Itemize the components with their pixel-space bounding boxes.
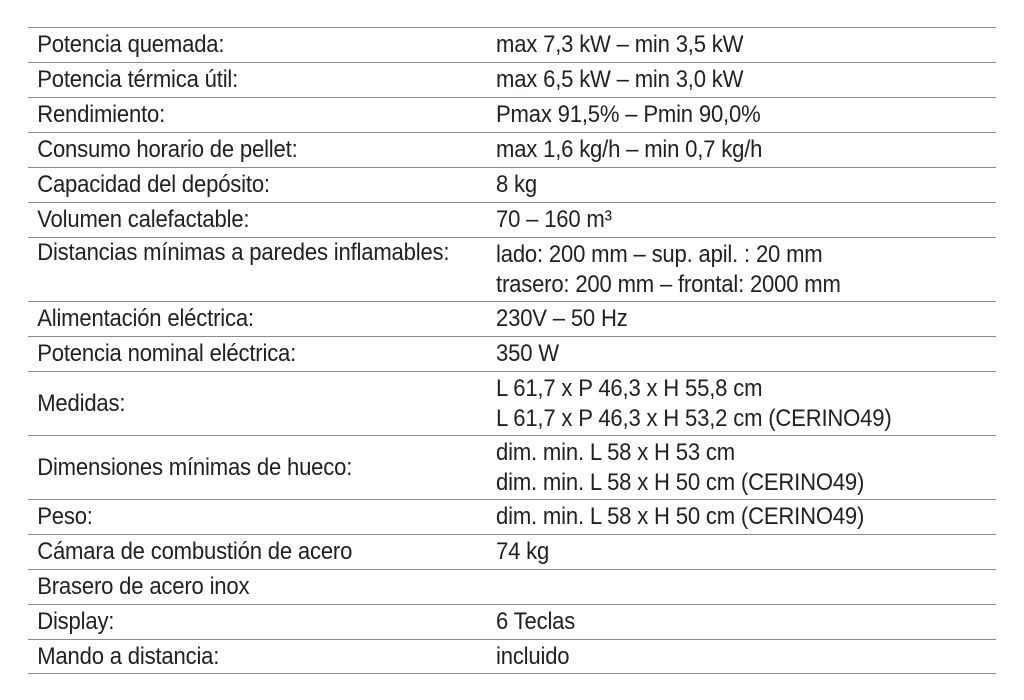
spec-label: Brasero de acero inox — [37, 573, 250, 600]
spec-row — [28, 604, 996, 639]
spec-label: Distancias mínimas a paredes inflamables: — [37, 239, 450, 266]
spec-value — [496, 436, 996, 499]
spec-row — [28, 371, 996, 435]
spec-label: Capacidad del depósito: — [37, 171, 270, 198]
spec-row — [28, 569, 996, 604]
spec-label: Alimentación eléctrica: — [37, 305, 254, 332]
spec-row — [28, 534, 996, 569]
spec-label: Potencia quemada: — [37, 31, 225, 58]
spec-value-line: max 7,3 kW – min 3,5 kW — [496, 31, 744, 58]
spec-label: Consumo horario de pellet: — [37, 136, 298, 163]
spec-value — [496, 238, 996, 301]
spec-row — [28, 237, 996, 301]
spec-value — [496, 168, 996, 202]
spec-row — [28, 62, 996, 97]
spec-value-line: Pmax 91,5% – Pmin 90,0% — [496, 101, 761, 128]
spec-value-line: 74 kg — [496, 538, 550, 565]
spec-row — [28, 301, 996, 336]
spec-value-line: 6 Teclas — [496, 608, 576, 635]
spec-row — [28, 132, 996, 167]
spec-value — [496, 63, 996, 97]
spec-row — [28, 336, 996, 371]
spec-label: Potencia térmica útil: — [37, 66, 239, 93]
spec-value-line: 8 kg — [496, 171, 538, 198]
spec-row — [28, 202, 996, 237]
spec-label: Display: — [37, 608, 115, 635]
spec-row — [28, 639, 996, 674]
spec-value-line: lado: 200 mm – sup. apil. : 20 mm — [496, 240, 823, 268]
spec-label: Dimensiones mínimas de hueco: — [37, 453, 353, 481]
spec-value — [496, 302, 996, 336]
spec-value — [496, 570, 996, 604]
spec-value-line: max 6,5 kW – min 3,0 kW — [496, 66, 744, 93]
spec-value — [496, 98, 996, 132]
spec-label: Peso: — [37, 503, 93, 530]
spec-value — [496, 372, 996, 435]
spec-row — [28, 435, 996, 499]
spec-value-line: 70 – 160 m³ — [496, 206, 612, 233]
spec-row — [28, 499, 996, 534]
spec-label: Potencia nominal eléctrica: — [37, 340, 297, 367]
spec-value — [496, 28, 996, 62]
spec-value — [496, 337, 996, 371]
spec-value-line: 350 W — [496, 340, 559, 367]
spec-value-line: trasero: 200 mm – frontal: 2000 mm — [496, 270, 841, 298]
spec-value-line: incluido — [496, 642, 570, 670]
spec-label: Volumen calefactable: — [37, 206, 250, 233]
spec-label: Mando a distancia: — [37, 642, 220, 670]
spec-value-line: dim. min. L 58 x H 53 cm — [496, 438, 735, 466]
spec-label: Rendimiento: — [37, 101, 166, 128]
spec-value-line: dim. min. L 58 x H 50 cm (CERINO49) — [496, 503, 865, 530]
spec-row — [28, 167, 996, 202]
spec-value-line: L 61,7 x P 46,3 x H 55,8 cm — [496, 374, 763, 402]
spec-value — [496, 605, 996, 639]
spec-value — [496, 203, 996, 237]
spec-value-line: L 61,7 x P 46,3 x H 53,2 cm (CERINO49) — [496, 404, 892, 432]
spec-table — [28, 27, 996, 674]
spec-value-line: 230V – 50 Hz — [496, 305, 628, 332]
spec-value — [496, 535, 996, 569]
spec-row — [28, 97, 996, 132]
spec-row — [28, 27, 996, 62]
spec-label: Cámara de combustión de acero — [37, 538, 353, 565]
spec-value — [496, 133, 996, 167]
spec-value-line: dim. min. L 58 x H 50 cm (CERINO49) — [496, 468, 865, 496]
spec-value — [496, 500, 996, 534]
spec-value-line: max 1,6 kg/h – min 0,7 kg/h — [496, 136, 763, 163]
spec-value — [496, 640, 996, 673]
spec-label: Medidas: — [37, 389, 126, 417]
